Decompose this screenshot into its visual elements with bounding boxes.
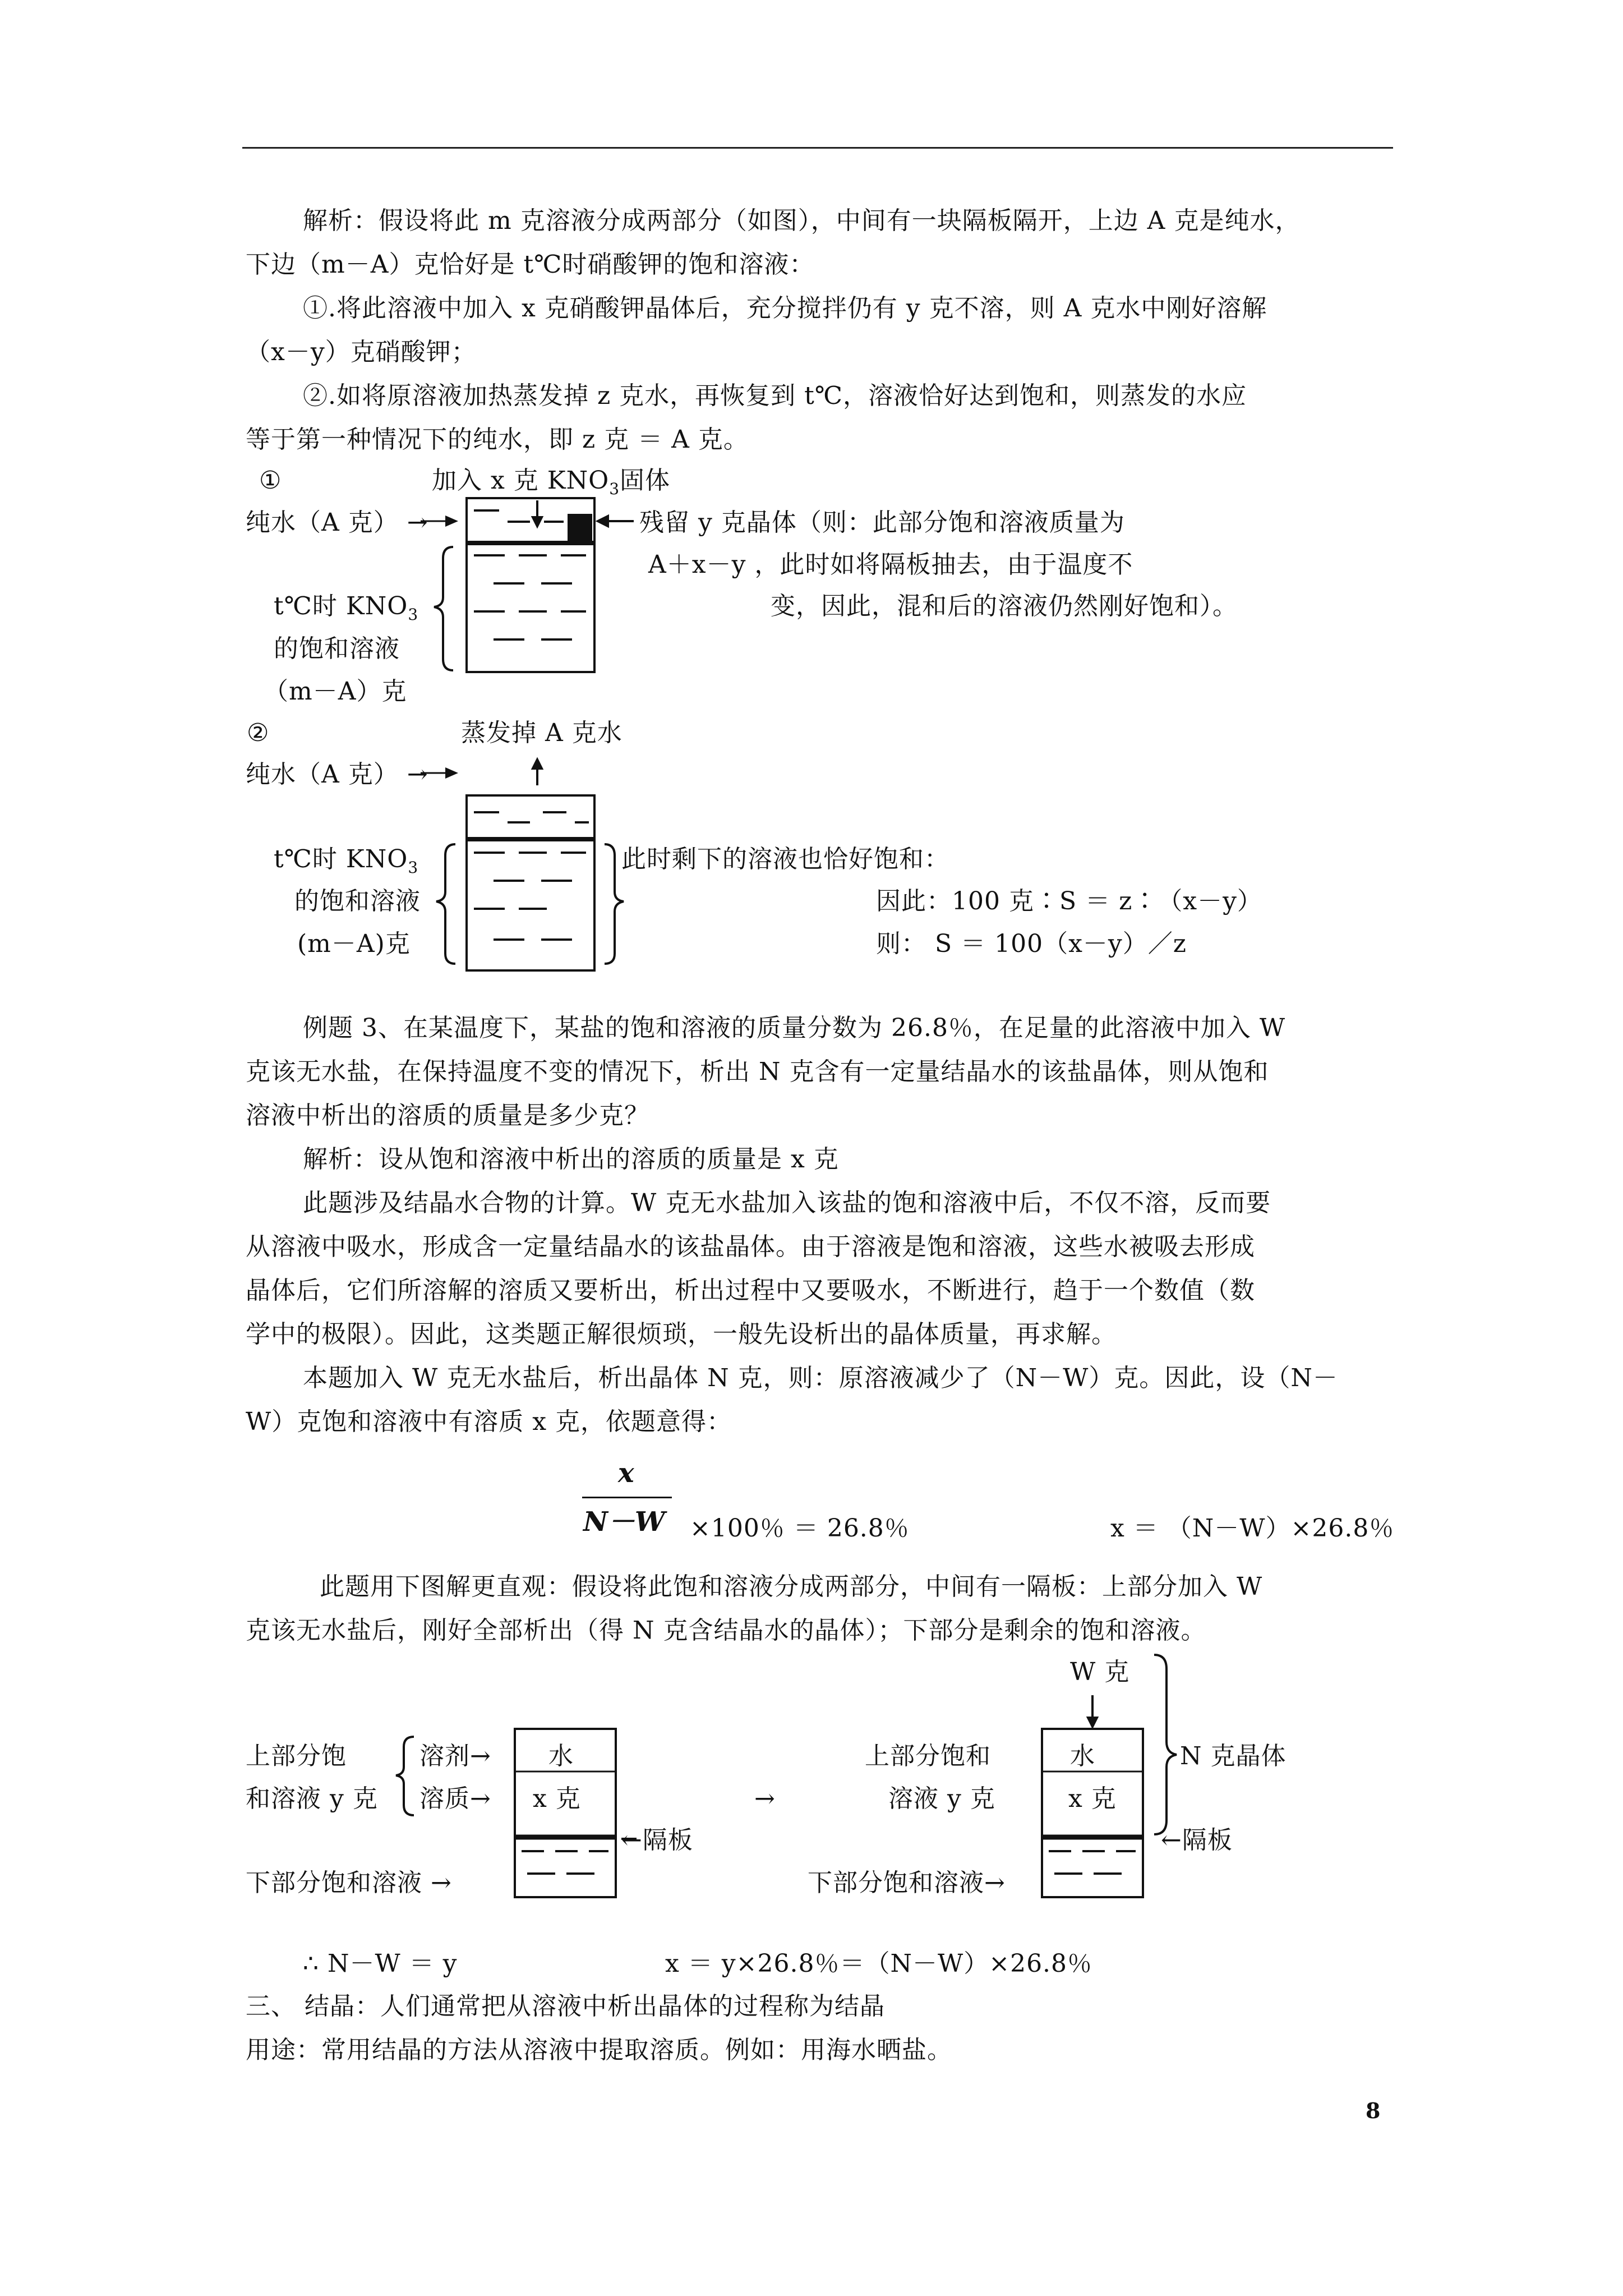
fig1-right-text-2: A＋x－y ，此时如将隔板抽去，由于温度不 bbox=[648, 550, 1133, 579]
para1-line1: 解析：假设将此 m 克溶液分成两部分（如图），中间有一块隔板隔开，上边 A 克是纯水， bbox=[303, 206, 1301, 235]
para1-line2: 下边（m－A）克恰好是 t℃时硝酸钾的饱和溶液： bbox=[246, 250, 815, 279]
fig2-solution-label-3: (m－A)克 bbox=[297, 930, 411, 958]
example3-line1: 例题 3、在某温度下，某盐的饱和溶液的质量分数为 26.8％，在足量的此溶液中加入 W bbox=[303, 1014, 1286, 1042]
fig3-right-upper-1: 上部分饱和 bbox=[865, 1742, 991, 1770]
example3-line3: 溶液中析出的溶质的质量是多少克？ bbox=[246, 1101, 649, 1130]
fraction-numerator: x bbox=[618, 1457, 634, 1489]
fig2-right-text-1: 此时剩下的溶液也恰好饱和： bbox=[621, 845, 949, 873]
equation-2: x ＝ （N－W）×26.8％ bbox=[1110, 1514, 1395, 1543]
fig1-solution-label-2: 的饱和溶液 bbox=[274, 634, 400, 663]
analysis-line1: 解析：设从饱和溶液中析出的溶质的质量是 x 克 bbox=[303, 1145, 839, 1174]
fig2-right-text-2: 因此：100 克∶S ＝ z∶（x－y） bbox=[876, 887, 1262, 915]
analysis-line3: 从溶液中吸水，形成含一定量结晶水的该盐晶体。由于溶液是饱和溶液，这些水被吸去形成 bbox=[246, 1232, 1255, 1261]
para2-line1: ①.将此溶液中加入 x 克硝酸钾晶体后，充分搅拌仍有 y 克不溶，则 A 克水中刚好溶解 bbox=[303, 294, 1267, 323]
fig3-solute-label: 溶质→ bbox=[419, 1784, 491, 1813]
para2-line2: （x－y）克硝酸钾； bbox=[246, 338, 477, 366]
fig2-water-label: 纯水（A 克） → bbox=[246, 760, 428, 789]
fig1-number: ① bbox=[259, 466, 282, 495]
fig3-partition-label: ←隔板 bbox=[621, 1826, 693, 1855]
fig3-transition-arrow: → bbox=[754, 1784, 776, 1813]
fig1-water-label: 纯水（A 克） → bbox=[246, 508, 428, 537]
therefore-line: ∴ N－W ＝ y bbox=[303, 1949, 458, 1978]
fig1-crystal bbox=[568, 514, 592, 541]
fig1-top-label: 加入 x 克 $KNO_3$固体 bbox=[432, 466, 671, 498]
analysis-line7: W）克饱和溶液中有溶质 x 克，依题意得： bbox=[246, 1407, 732, 1436]
analysis-line5: 学中的极限）。因此，这类题正解很烦琐，一般先设析出的晶体质量，再求解。 bbox=[246, 1320, 1117, 1349]
fig3-right-x-gram: x 克 bbox=[1068, 1784, 1117, 1813]
fig3-upper-label-1: 上部分饱 bbox=[246, 1742, 347, 1770]
fig3-lower-label: 下部分饱和溶液 → bbox=[246, 1869, 452, 1897]
fig2-top-label: 蒸发掉 A 克水 bbox=[461, 719, 623, 747]
fig2-number: ② bbox=[247, 719, 270, 747]
fig3-n-crystal-label: N 克晶体 bbox=[1180, 1742, 1287, 1770]
fig3-upper-label-2: 和溶液 y 克 bbox=[246, 1784, 378, 1813]
fig1-right-text-3: 变，因此，混和后的溶液仍然刚好饱和）。 bbox=[771, 592, 1238, 620]
equation-1: ×100％ ＝ 26.8％ bbox=[690, 1514, 910, 1543]
fig3-right-upper-2: 溶液 y 克 bbox=[888, 1784, 995, 1813]
fig2-solution-label-2: 的饱和溶液 bbox=[294, 887, 421, 915]
analysis-line4: 晶体后，它们所溶解的溶质又要析出，析出过程中又要吸水，不断进行，趋于一个数值（数 bbox=[246, 1276, 1255, 1305]
fig3-left-beaker bbox=[515, 1729, 616, 1897]
usage-line: 用途：常用结晶的方法从溶液中提取溶质。例如：用海水晒盐。 bbox=[246, 2036, 952, 2064]
fig2-solution-label-1: t℃时 $KNO_3$ bbox=[274, 845, 419, 877]
analysis-line6: 本题加入 W 克无水盐后，析出晶体 N 克，则：原溶液减少了（N－W）克。因此，设（N－ bbox=[303, 1364, 1338, 1392]
illustration-line1: 此题用下图解更直观：假设将此饱和溶液分成两部分，中间有一隔板：上部分加入 W bbox=[320, 1572, 1263, 1601]
fig1-solution-label-1: t℃时 $KNO_3$ bbox=[274, 592, 419, 624]
conclusion-equation: x ＝ y×26.8％＝（N－W）×26.8％ bbox=[665, 1949, 1093, 1978]
fig3-x-gram: x 克 bbox=[533, 1784, 581, 1813]
fig3-right-partition-label: ←隔板 bbox=[1161, 1826, 1233, 1855]
fig1-solution-label-3: （m－A）克 bbox=[264, 677, 407, 706]
example3-line2: 克该无水盐，在保持温度不变的情况下，析出 N 克含有一定量结晶水的该盐晶体，则从饱和 bbox=[246, 1057, 1269, 1086]
fig3-solvent-label: 溶剂→ bbox=[419, 1742, 491, 1770]
para3-line2: 等于第一种情况下的纯水，即 z 克 ＝ A 克。 bbox=[246, 425, 749, 454]
fraction-denominator: N－W bbox=[583, 1506, 665, 1538]
fig3-right-lower-label: 下部分饱和溶液→ bbox=[808, 1869, 1006, 1897]
fig2-right-text-3: 则： S ＝ 100（x－y）／z bbox=[876, 930, 1187, 958]
page-number: 8 bbox=[1366, 2098, 1381, 2123]
fig3-water: 水 bbox=[548, 1742, 574, 1770]
illustration-line2: 克该无水盐后，刚好全部析出（得 N 克含结晶水的晶体）；下部分是剩余的饱和溶液。 bbox=[246, 1616, 1206, 1645]
fig3-right-water: 水 bbox=[1070, 1742, 1095, 1770]
fig3-w-gram: W 克 bbox=[1070, 1658, 1130, 1686]
para3-line1: ②.如将原溶液加热蒸发掉 z 克水，再恢复到 t℃，溶液恰好达到饱和，则蒸发的水应 bbox=[303, 381, 1247, 410]
analysis-line2: 此题涉及结晶水合物的计算。W 克无水盐加入该盐的饱和溶液中后，不仅不溶，反而要 bbox=[303, 1189, 1271, 1217]
section3-line: 三、 结晶：人们通常把从溶液中析出晶体的过程称为结晶 bbox=[246, 1992, 885, 2021]
fig3-right-beaker bbox=[1042, 1729, 1143, 1897]
fig1-right-text-1: 残留 y 克晶体（则：此部分饱和溶液质量为 bbox=[639, 508, 1125, 537]
